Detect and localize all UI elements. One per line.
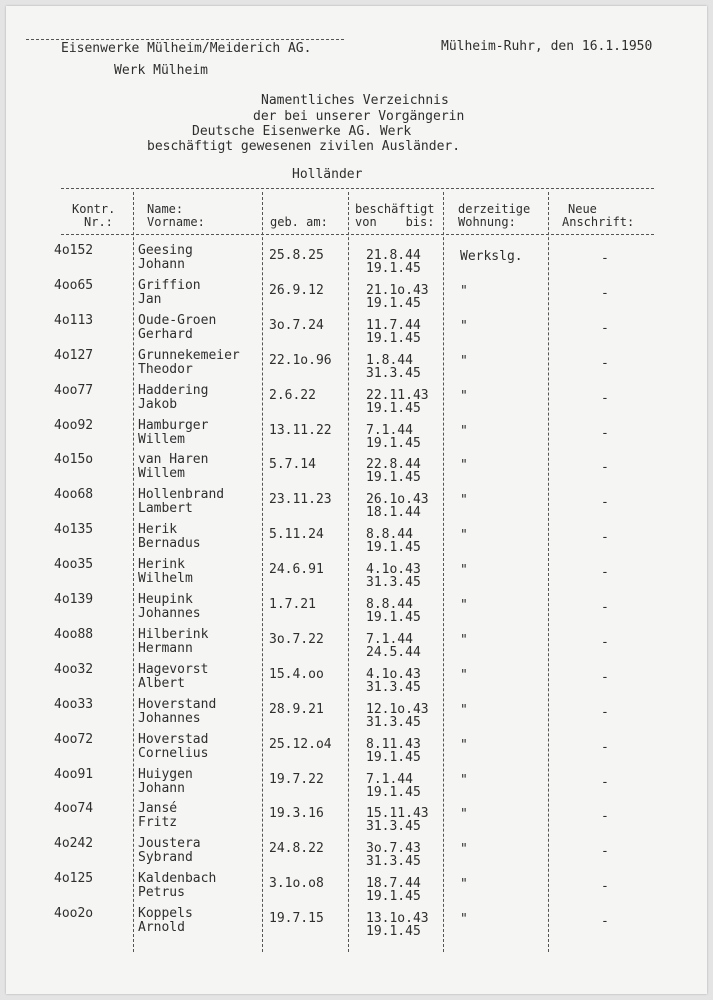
table-top-rule: [61, 188, 654, 189]
cell-name: Hamburger: [138, 417, 209, 433]
cell-wohnung: ": [460, 423, 468, 439]
cell-wohnung: ": [460, 702, 468, 718]
cell-bis: 19.1.45: [366, 749, 421, 765]
cell-geb: 2.6.22: [269, 387, 316, 403]
cell-nr: 4o135: [54, 522, 94, 538]
cell-wohnung: Werkslg.: [460, 249, 523, 264]
cell-wohnung: ": [460, 318, 468, 334]
cell-anschrift: -: [601, 774, 609, 790]
header-rule: [26, 39, 344, 40]
cell-von: 13.1o.43: [366, 911, 429, 927]
col-header-geb-2: geb. am:: [270, 215, 328, 229]
cell-von: 7.1.44: [366, 422, 413, 438]
cell-bis: 31.3.45: [366, 575, 421, 591]
cell-geb: 24.8.22: [269, 841, 324, 857]
cell-name: Hollenbrand: [138, 487, 225, 503]
cell-bis: 19.1.45: [366, 470, 421, 486]
cell-bis: 19.1.45: [366, 295, 421, 311]
cell-name: Herik: [138, 522, 178, 538]
cell-vorname: Hermann: [138, 640, 193, 656]
cell-nr: 4oo72: [54, 731, 94, 747]
cell-name: Haddering: [138, 382, 209, 398]
cell-vorname: Cornelius: [138, 745, 209, 761]
cell-anschrift: -: [601, 460, 609, 476]
cell-anschrift: -: [601, 739, 609, 755]
cell-nr: 4o139: [54, 592, 94, 607]
cell-anschrift: -: [601, 565, 609, 581]
cell-nr: 4oo33: [54, 696, 94, 712]
cell-nr: 4oo65: [54, 277, 94, 293]
cell-name: Hagevorst: [138, 661, 209, 677]
cell-nr: 4oo32: [54, 661, 94, 677]
col-header-nr-1: Kontr.: [72, 202, 116, 216]
cell-name: Kaldenbach: [138, 871, 217, 887]
cell-vorname: Bernadus: [138, 536, 201, 552]
cell-anschrift: -: [601, 634, 609, 650]
cell-wohnung: ": [460, 598, 468, 613]
cell-nr: 4o15o: [54, 452, 94, 468]
cell-von: 18.7.44: [366, 876, 421, 892]
cell-name: Griffion: [138, 277, 201, 293]
cell-anschrift: -: [601, 704, 609, 720]
cell-bis: 19.1.45: [366, 540, 421, 556]
cell-name: Herink: [138, 557, 185, 573]
cell-bis: 19.1.45: [366, 435, 421, 451]
cell-vorname: Theodor: [138, 361, 193, 377]
cell-bis: 19.1.45: [366, 784, 421, 800]
cell-geb: 15.4.oo: [269, 666, 324, 682]
table-header-rule: [61, 234, 654, 235]
cell-wohnung: ": [460, 877, 468, 893]
cell-name: Jansé: [138, 801, 178, 817]
cell-geb: 24.6.91: [269, 562, 324, 578]
cell-von: 22.11.43: [366, 387, 429, 403]
col-header-wohnung-2: Wohnung:: [458, 215, 516, 229]
cell-anschrift: -: [601, 809, 609, 825]
cell-wohnung: ": [460, 458, 468, 474]
col-header-anschrift-2: Anschrift:: [562, 215, 635, 229]
cell-wohnung: ": [460, 772, 468, 788]
cell-anschrift: -: [601, 844, 609, 860]
col-divider-5: [548, 192, 549, 952]
cell-geb: 25.12.o4: [269, 736, 332, 752]
cell-geb: 1.7.21: [269, 597, 316, 612]
col-header-name-2: Vorname:: [147, 215, 205, 229]
cell-name: Hilberink: [138, 626, 209, 642]
cell-nr: 4oo35: [54, 557, 94, 573]
cell-geb: 26.9.12: [269, 282, 324, 298]
cell-von: 8.11.43: [366, 736, 421, 752]
cell-anschrift: -: [601, 495, 609, 511]
col-divider-1: [133, 192, 134, 952]
cell-name: van Haren: [138, 452, 209, 468]
col-header-nr-2: Nr.:: [84, 215, 113, 229]
cell-wohnung: ": [460, 912, 468, 928]
cell-nr: 4oo91: [54, 766, 94, 782]
cell-bis: 31.3.45: [366, 714, 421, 730]
cell-nr: 4oo77: [54, 382, 94, 398]
cell-vorname: Johann: [138, 780, 185, 796]
cell-vorname: Sybrand: [138, 850, 193, 866]
cell-vorname: Gerhard: [138, 326, 193, 342]
title-line-3: Deutsche Eisenwerke AG. Werk: [192, 124, 412, 139]
cell-von: 8.8.44: [366, 527, 413, 543]
cell-von: 15.11.43: [366, 806, 429, 822]
cell-wohnung: ": [460, 353, 468, 369]
col-divider-4: [443, 192, 444, 952]
cell-von: 11.7.44: [366, 317, 421, 333]
cell-geb: 25.8.25: [269, 248, 324, 263]
cell-vorname: Willem: [138, 431, 185, 447]
col-divider-2: [262, 192, 263, 952]
cell-bis: 19.1.45: [366, 924, 421, 940]
cell-anschrift: -: [601, 285, 609, 301]
cell-bis: 31.3.45: [366, 365, 421, 381]
cell-name: Grunnekemeier: [138, 347, 240, 363]
col-header-besch-1: beschäftigt: [355, 202, 435, 216]
cell-wohnung: ": [460, 528, 468, 544]
cell-bis: 19.1.45: [366, 261, 421, 276]
cell-name: Joustera: [138, 836, 201, 852]
cell-bis: 24.5.44: [366, 644, 421, 660]
cell-bis: 19.1.45: [366, 610, 421, 625]
cell-anschrift: -: [601, 669, 609, 685]
cell-name: Geesing: [138, 243, 193, 258]
cell-von: 21.8.44: [366, 248, 421, 263]
cell-nr: 4oo92: [54, 417, 94, 433]
cell-wohnung: ": [460, 283, 468, 299]
col-header-name-1: Name:: [147, 202, 184, 216]
cell-geb: 23.11.23: [269, 492, 332, 508]
cell-von: 8.8.44: [366, 597, 413, 612]
cell-anschrift: -: [601, 530, 609, 546]
cell-geb: 22.1o.96: [269, 352, 332, 368]
cell-anschrift: -: [601, 600, 609, 615]
cell-geb: 19.3.16: [269, 806, 324, 822]
cell-vorname: Johannes: [138, 710, 201, 726]
cell-von: 26.1o.43: [366, 492, 429, 508]
cell-nr: 4oo74: [54, 801, 94, 817]
cell-geb: 3.1o.o8: [269, 876, 324, 892]
cell-anschrift: -: [601, 390, 609, 406]
cell-nr: 4o152: [54, 243, 94, 258]
cell-vorname: Petrus: [138, 885, 185, 901]
cell-bis: 31.3.45: [366, 819, 421, 835]
cell-anschrift: -: [601, 425, 609, 441]
cell-bis: 19.1.45: [366, 330, 421, 346]
document-page: [6, 6, 707, 994]
cell-wohnung: ": [460, 632, 468, 648]
cell-bis: 31.3.45: [366, 679, 421, 695]
company-name: Eisenwerke Mülheim/Meiderich AG.: [61, 41, 312, 56]
cell-anschrift: -: [601, 914, 609, 930]
cell-name: Heupink: [138, 592, 193, 607]
col-header-anschrift-1: Neue: [568, 202, 597, 216]
nationality-heading: Holländer: [292, 167, 363, 182]
cell-name: Hoverstad: [138, 731, 209, 747]
col-divider-3: [348, 192, 349, 952]
cell-bis: 19.1.45: [366, 889, 421, 905]
cell-geb: 3o.7.24: [269, 317, 324, 333]
cell-von: 21.1o.43: [366, 282, 429, 298]
cell-von: 12.1o.43: [366, 701, 429, 717]
cell-vorname: Albert: [138, 675, 185, 691]
cell-vorname: Jan: [138, 291, 162, 307]
cell-nr: 4oo68: [54, 487, 94, 503]
cell-wohnung: ": [460, 737, 468, 753]
cell-geb: 3o.7.22: [269, 631, 324, 647]
cell-von: 3o.7.43: [366, 841, 421, 857]
col-header-wohnung-1: derzeitige: [458, 202, 531, 216]
cell-vorname: Jakob: [138, 396, 178, 412]
cell-wohnung: ": [460, 493, 468, 509]
plant-name: Werk Mülheim: [114, 63, 208, 78]
cell-von: 7.1.44: [366, 771, 413, 787]
col-header-besch-2: von bis:: [355, 215, 435, 229]
cell-nr: 4oo88: [54, 626, 94, 642]
cell-wohnung: ": [460, 563, 468, 579]
cell-vorname: Lambert: [138, 501, 193, 517]
cell-wohnung: ": [460, 388, 468, 404]
cell-vorname: Fritz: [138, 815, 178, 831]
cell-nr: 4o113: [54, 312, 94, 328]
cell-von: 1.8.44: [366, 352, 413, 368]
cell-nr: 4o125: [54, 871, 94, 887]
cell-bis: 18.1.44: [366, 505, 421, 521]
title-line-1: Namentliches Verzeichnis: [261, 93, 449, 108]
cell-vorname: Willem: [138, 466, 185, 482]
title-line-4: beschäftigt gewesenen zivilen Ausländer.: [147, 139, 461, 154]
cell-von: 22.8.44: [366, 457, 421, 473]
cell-geb: 5.7.14: [269, 457, 316, 473]
cell-nr: 4oo2o: [54, 906, 94, 922]
cell-von: 4.1o.43: [366, 666, 421, 682]
cell-anschrift: -: [601, 251, 609, 266]
cell-name: Oude-Groen: [138, 312, 217, 328]
cell-nr: 4o242: [54, 836, 94, 852]
cell-name: Huiygen: [138, 766, 193, 782]
cell-name: Koppels: [138, 906, 193, 922]
cell-vorname: Johannes: [138, 606, 201, 621]
title-line-2: der bei unserer Vorgängerin: [253, 109, 465, 124]
cell-geb: 19.7.22: [269, 771, 324, 787]
cell-geb: 5.11.24: [269, 527, 324, 543]
cell-geb: 28.9.21: [269, 701, 324, 717]
cell-vorname: Arnold: [138, 920, 185, 936]
cell-bis: 31.3.45: [366, 854, 421, 870]
cell-vorname: Wilhelm: [138, 571, 193, 587]
cell-wohnung: ": [460, 667, 468, 683]
cell-anschrift: -: [601, 355, 609, 371]
cell-von: 4.1o.43: [366, 562, 421, 578]
cell-anschrift: -: [601, 879, 609, 895]
cell-wohnung: ": [460, 842, 468, 858]
place-date: Mülheim-Ruhr, den 16.1.1950: [441, 39, 653, 54]
cell-geb: 13.11.22: [269, 422, 332, 438]
cell-name: Hoverstand: [138, 696, 217, 712]
cell-nr: 4o127: [54, 347, 94, 363]
cell-anschrift: -: [601, 320, 609, 336]
cell-von: 7.1.44: [366, 631, 413, 647]
cell-wohnung: ": [460, 807, 468, 823]
cell-geb: 19.7.15: [269, 911, 324, 927]
cell-bis: 19.1.45: [366, 400, 421, 416]
cell-vorname: Johann: [138, 257, 185, 272]
